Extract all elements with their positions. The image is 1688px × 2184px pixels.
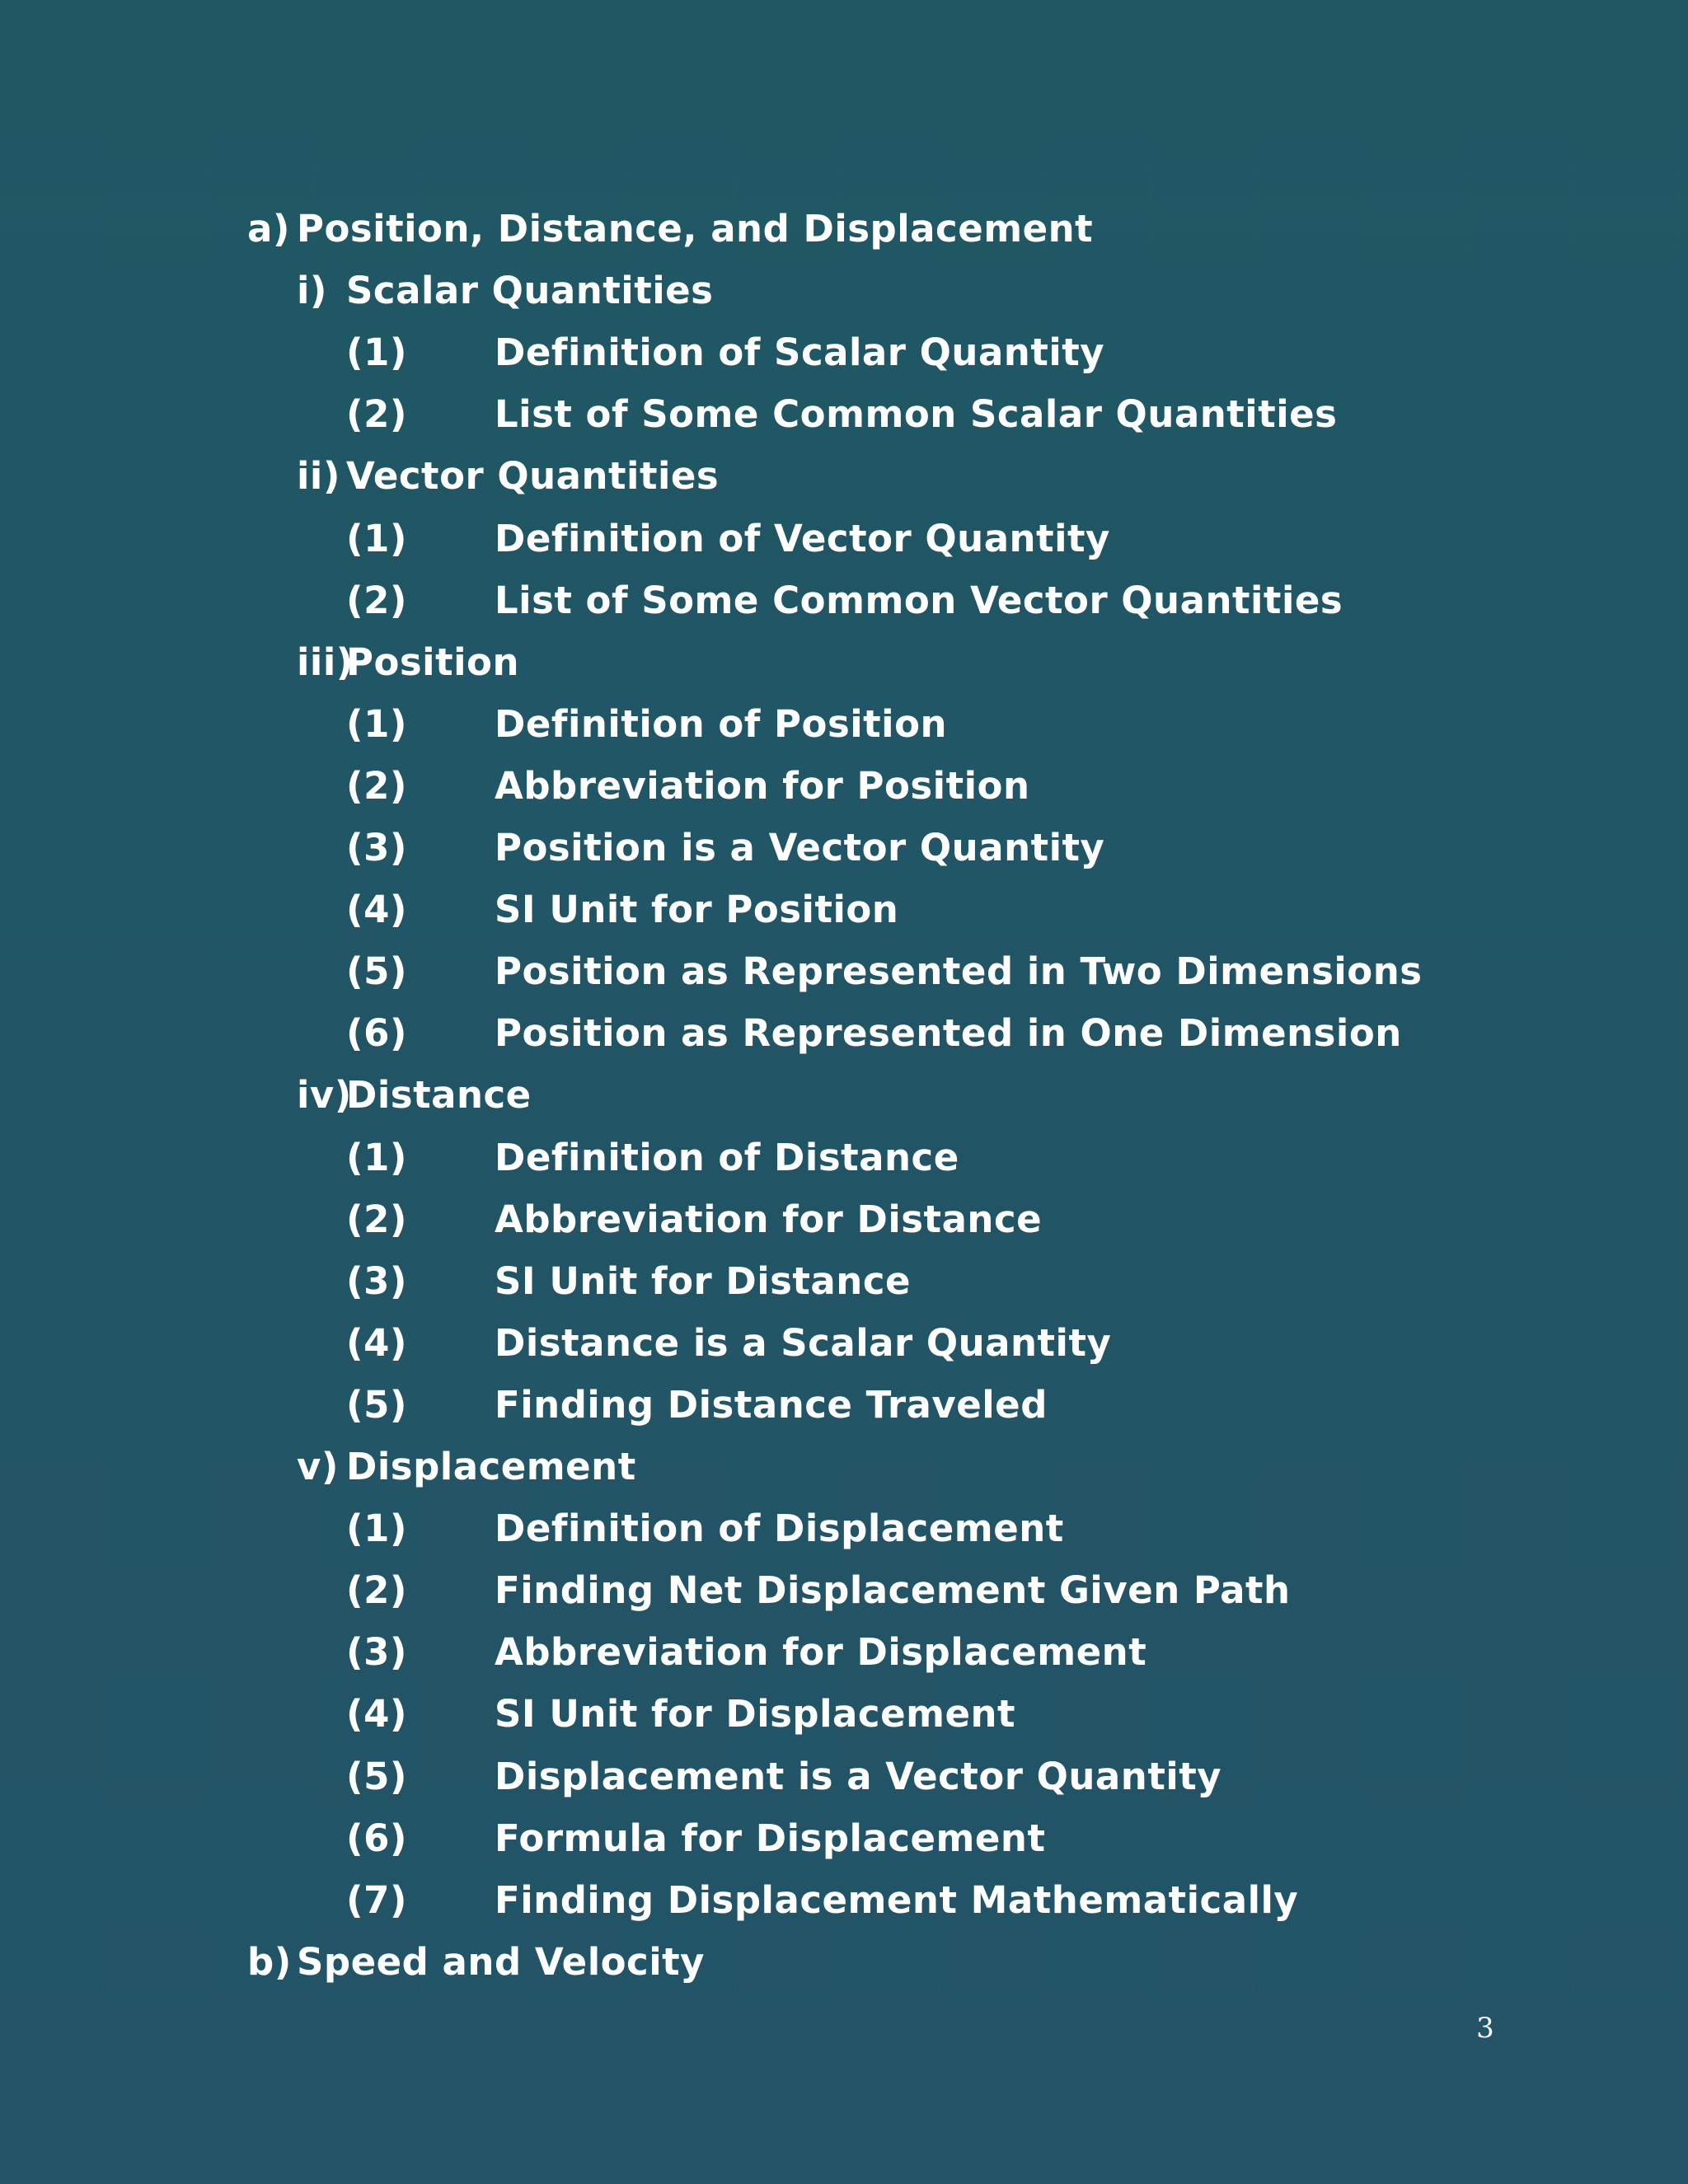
outline-item-text: Position is a Vector Quantity: [495, 826, 1105, 869]
outline-item-level-3: [346, 1876, 1298, 1925]
outline-item-marker: (3): [346, 1630, 407, 1674]
outline-item-marker: (2): [346, 1197, 407, 1241]
page-number: 3: [1476, 2012, 1494, 2045]
outline-item-level-3: [346, 1752, 1221, 1802]
outline-item-level-2: [297, 1071, 532, 1120]
outline-item-marker: (1): [346, 1136, 407, 1179]
outline-item-text: Definition of Position: [495, 702, 948, 746]
outline-item-text: Definition of Vector Quantity: [495, 517, 1110, 560]
outline-item-level-3: [346, 1566, 1291, 1615]
outline-item-level-3: [346, 947, 1423, 996]
outline-item-marker: (3): [346, 826, 407, 869]
outline-item-marker: (1): [346, 330, 407, 374]
outline-item-marker: (5): [346, 949, 407, 993]
outline-item-marker: (4): [346, 888, 407, 931]
outline-item-marker: (4): [346, 1692, 407, 1736]
outline-item-level-3: [346, 1690, 1015, 1739]
outline-item-marker: (2): [346, 392, 407, 436]
outline-item-text: Finding Distance Traveled: [495, 1383, 1048, 1427]
outline-item-level-3: [346, 1380, 1048, 1430]
outline-item-marker: (2): [346, 1568, 407, 1612]
outline-item-level-3: [346, 1133, 959, 1183]
outline-item-marker: (3): [346, 1259, 407, 1303]
outline-item-text: Definition of Scalar Quantity: [495, 330, 1105, 374]
outline-item-level-3: [346, 514, 1110, 564]
outline-item-level-1: [247, 1938, 705, 1987]
outline-item-level-3: [346, 390, 1337, 439]
outline-item-marker: (6): [346, 1816, 407, 1860]
outline-item-marker: a): [247, 207, 290, 251]
outline-item-text: Abbreviation for Displacement: [495, 1630, 1147, 1674]
outline-item-text: List of Some Common Vector Quantities: [495, 579, 1343, 622]
outline-item-marker: (4): [346, 1321, 407, 1365]
outline-item-level-1: [247, 204, 1093, 254]
outline-item-marker: iii): [297, 640, 354, 684]
outline-item-marker: (1): [346, 1507, 407, 1550]
outline-item-text: Speed and Velocity: [297, 1940, 705, 1984]
outline-item-level-3: [346, 1814, 1045, 1863]
outline-item-level-2: [297, 266, 713, 316]
outline-item-text: Position as Represented in One Dimension: [495, 1011, 1402, 1055]
outline-item-text: SI Unit for Position: [495, 888, 899, 931]
outline-item-level-3: [346, 823, 1104, 873]
outline-item-text: SI Unit for Distance: [495, 1259, 912, 1303]
outline-item-level-3: [346, 576, 1343, 626]
outline-item-text: Position: [346, 640, 519, 684]
outline-item-level-3: [346, 762, 1030, 811]
outline-item-text: Displacement is a Vector Quantity: [495, 1755, 1222, 1798]
outline-item-level-3: [346, 328, 1104, 377]
outline-item-text: Position as Represented in Two Dimensions: [495, 949, 1423, 993]
outline-item-text: SI Unit for Displacement: [495, 1692, 1016, 1736]
outline-item-text: Finding Net Displacement Given Path: [495, 1568, 1291, 1612]
outline-item-marker: i): [297, 269, 327, 312]
outline-item-level-3: [346, 1504, 1064, 1554]
outline-item-marker: (1): [346, 702, 407, 746]
outline-item-text: Distance: [346, 1073, 532, 1117]
outline-item-text: Scalar Quantities: [346, 269, 714, 312]
outline-item-marker: (1): [346, 517, 407, 560]
outline-item-level-3: [346, 700, 947, 749]
outline-item-level-2: [297, 1442, 636, 1492]
outline-item-text: Position, Distance, and Displacement: [297, 207, 1094, 251]
outline-item-text: Formula for Displacement: [495, 1816, 1046, 1860]
outline-item-marker: (2): [346, 579, 407, 622]
outline-item-marker: v): [297, 1445, 339, 1488]
outline-item-level-3: [346, 1195, 1042, 1244]
outline-item-marker: ii): [297, 454, 340, 498]
outline-item-text: Abbreviation for Distance: [495, 1197, 1043, 1241]
outline-item-marker: (7): [346, 1878, 407, 1922]
outline-item-text: Definition of Displacement: [495, 1507, 1064, 1550]
outline-item-marker: iv): [297, 1073, 352, 1117]
outline-item-text: Definition of Distance: [495, 1136, 959, 1179]
outline-item-marker: (6): [346, 1011, 407, 1055]
outline-item-text: List of Some Common Scalar Quantities: [495, 392, 1338, 436]
outline-item-text: Abbreviation for Position: [495, 764, 1030, 808]
outline-item-level-2: [297, 452, 719, 501]
outline-item-level-3: [346, 885, 898, 935]
outline-item-text: Vector Quantities: [346, 454, 720, 498]
outline-item-level-2: [297, 638, 519, 687]
outline-item-level-3: [346, 1319, 1111, 1368]
outline-item-marker: (5): [346, 1383, 407, 1427]
outline-item-marker: b): [247, 1940, 292, 1984]
outline-item-marker: (5): [346, 1755, 407, 1798]
outline-item-marker: (2): [346, 764, 407, 808]
outline-item-level-3: [346, 1628, 1146, 1677]
outline-item-text: Displacement: [346, 1445, 636, 1488]
outline-item-text: Distance is a Scalar Quantity: [495, 1321, 1112, 1365]
outline-item-level-3: [346, 1009, 1402, 1058]
outline-item-text: Finding Displacement Mathematically: [495, 1878, 1299, 1922]
outline-item-level-3: [346, 1257, 911, 1306]
